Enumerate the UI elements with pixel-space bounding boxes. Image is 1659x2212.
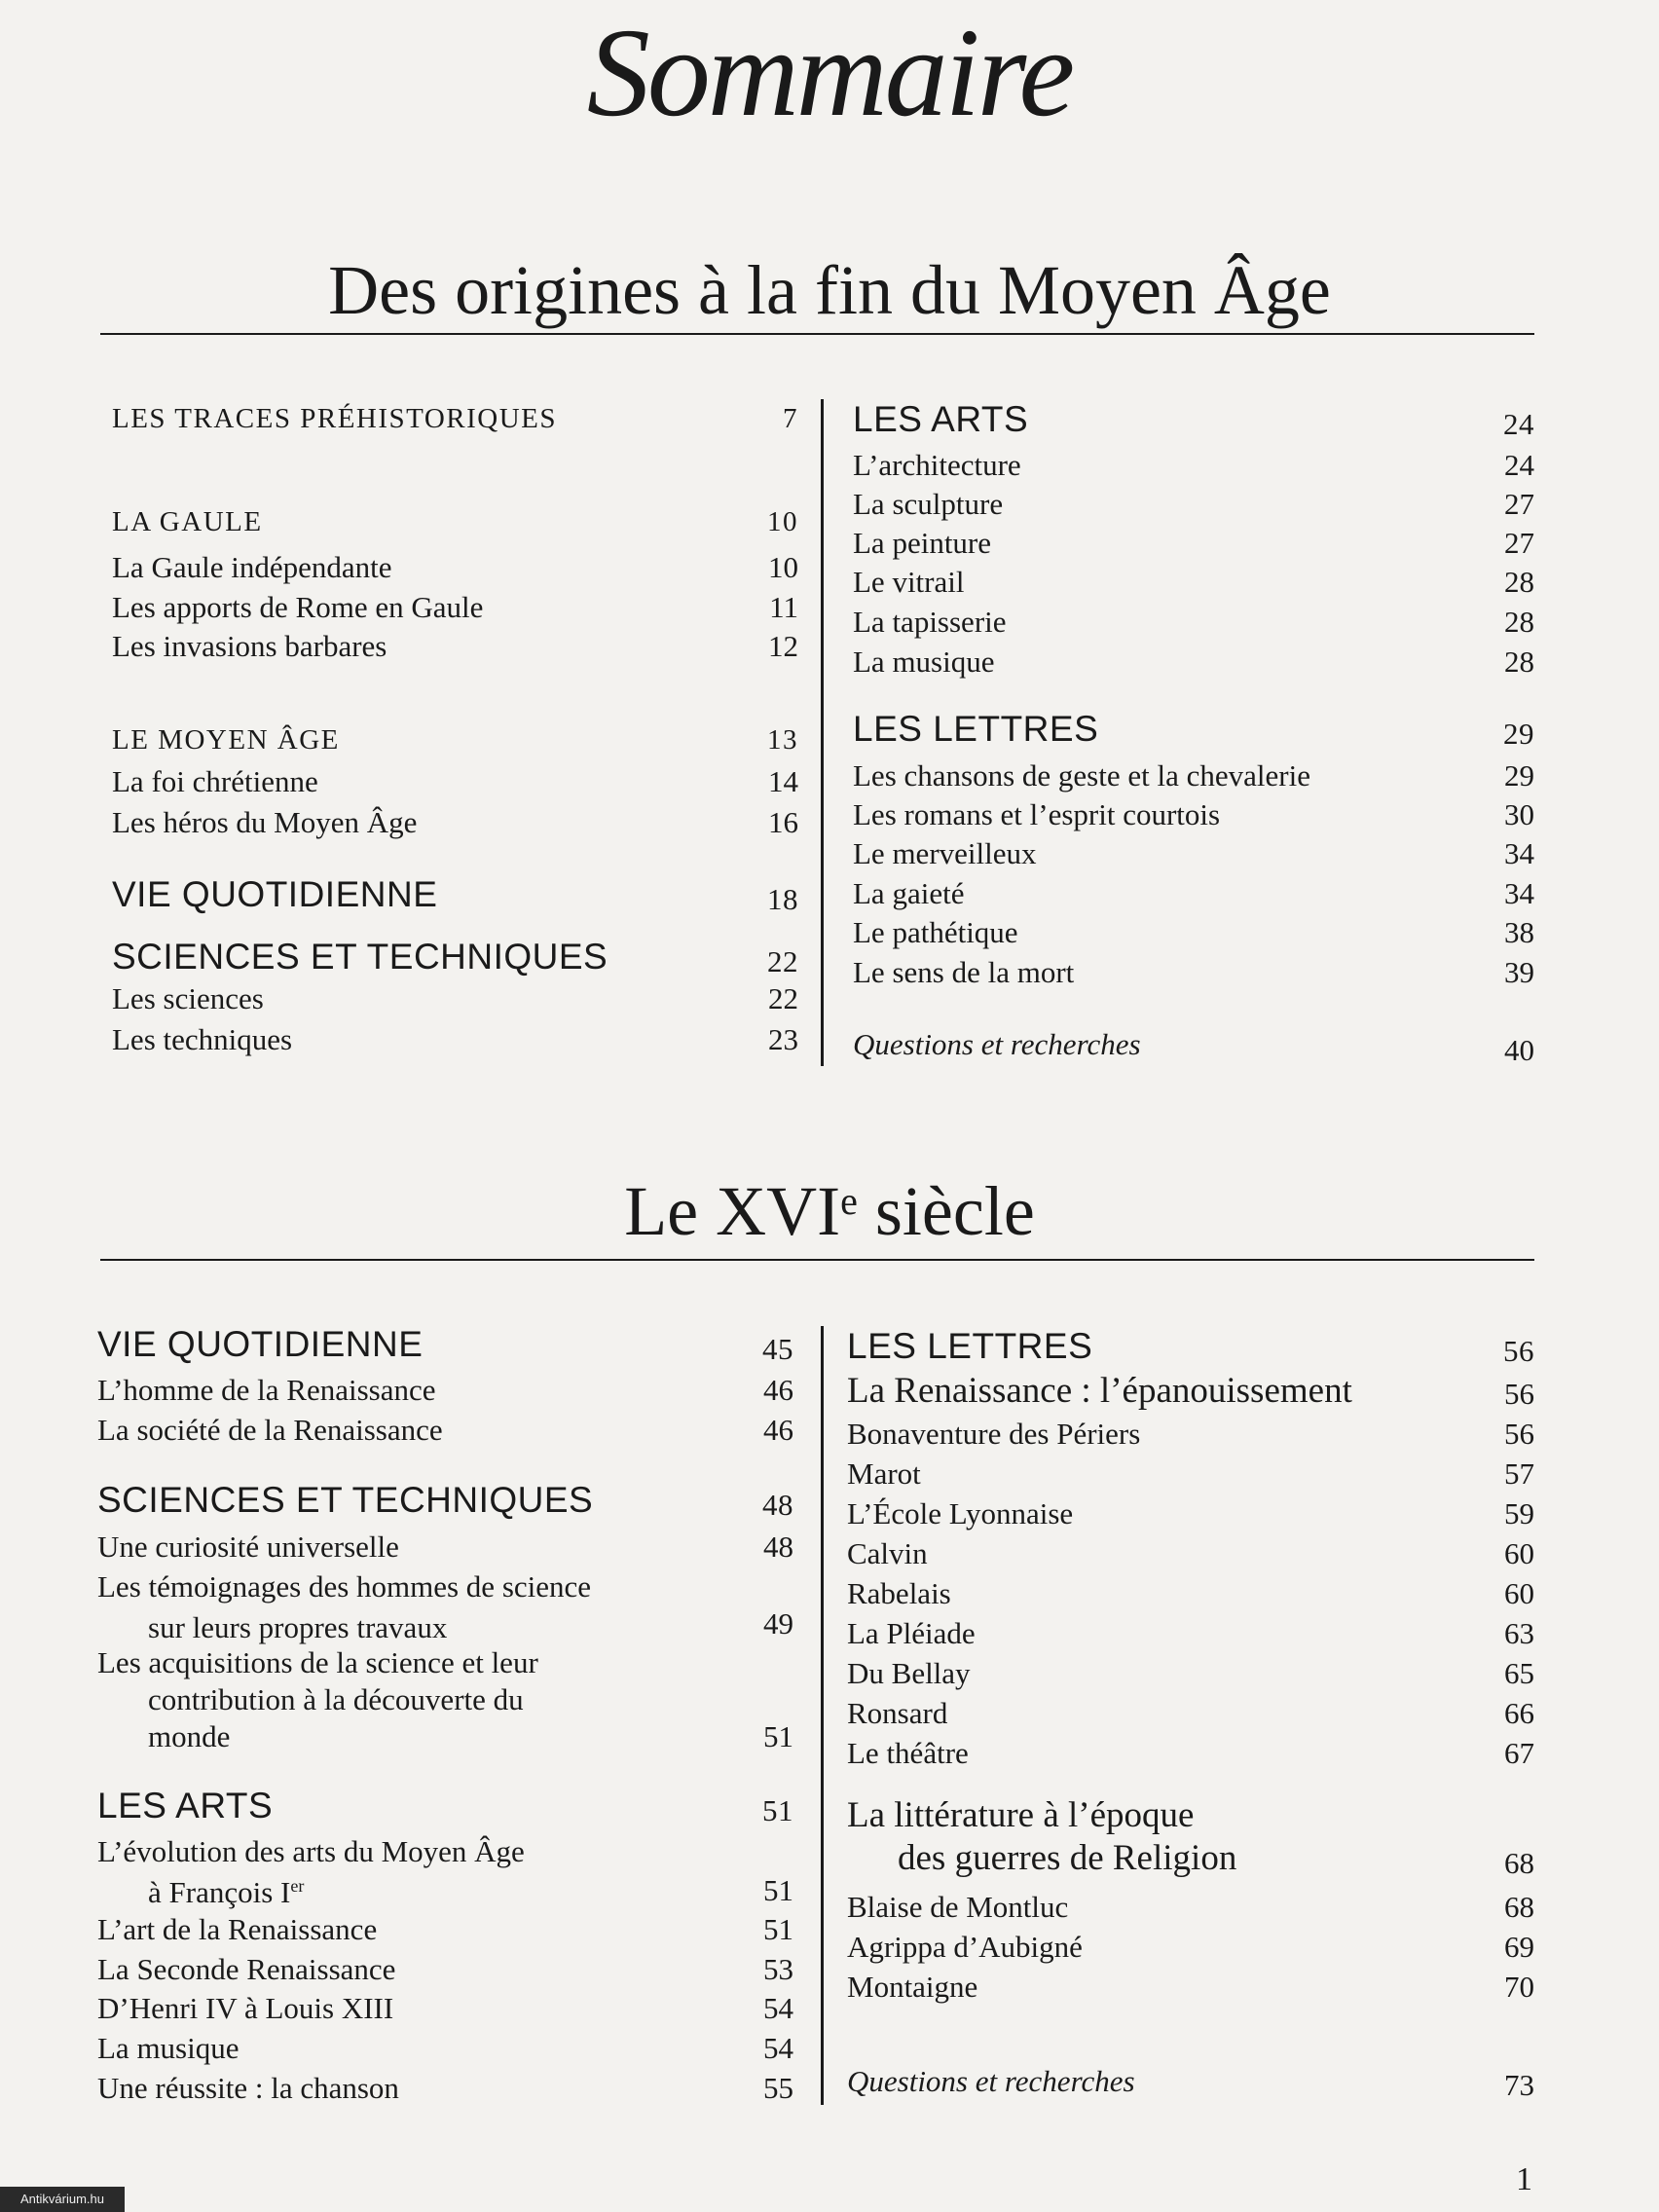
toc-entry[interactable]: LES ARTS 51: [97, 1786, 793, 1827]
toc-entry[interactable]: La Renaissance : l’épanouissement 56: [847, 1371, 1534, 1411]
toc-entry[interactable]: LES TRACES PRÉHISTORIQUES 7: [112, 403, 798, 434]
toc-entry[interactable]: Blaise de Montluc 68: [847, 1890, 1534, 1924]
toc-entry[interactable]: La foi chrétienne 14: [112, 764, 798, 798]
toc-entry[interactable]: Marot 57: [847, 1456, 1534, 1491]
toc-entry[interactable]: Les héros du Moyen Âge 16: [112, 805, 798, 839]
toc-entry[interactable]: La société de la Renaissance 46: [97, 1413, 793, 1447]
toc-entry[interactable]: Les apports de Rome en Gaule 11: [112, 590, 798, 624]
toc-entry[interactable]: Les chansons de geste et la chevalerie 29: [853, 758, 1534, 793]
toc-entry[interactable]: Les témoignages des hommes de science sur leurs propres travaux 49: [97, 1569, 793, 1644]
toc-entry[interactable]: Les acquisitions de la science et leur contribution à la découverte du monde 51: [97, 1645, 793, 1753]
toc-entry[interactable]: La musique 54: [97, 2031, 793, 2065]
toc-entry[interactable]: La littérature à l’époque des guerres de Religion 68: [847, 1795, 1534, 1880]
toc-entry[interactable]: L’École Lyonnaise 59: [847, 1496, 1534, 1530]
watermark-stamp: Antikvárium.hu: [0, 2187, 125, 2212]
toc-entry[interactable]: La gaieté 34: [853, 876, 1534, 910]
section-divider: [100, 333, 1534, 335]
toc-entry[interactable]: VIE QUOTIDIENNE 18: [112, 874, 798, 916]
page-number: 1: [1516, 2161, 1532, 2197]
toc-entry[interactable]: L’homme de la Renaissance 46: [97, 1373, 793, 1407]
toc-entry[interactable]: Une réussite : la chanson 55: [97, 2071, 793, 2105]
toc-entry[interactable]: Le pathétique 38: [853, 915, 1534, 949]
toc-entry[interactable]: LES LETTRES 29: [853, 709, 1534, 751]
page-title: Sommaire: [586, 3, 1073, 143]
toc-entry[interactable]: Les romans et l’esprit courtois 30: [853, 797, 1534, 831]
toc-entry[interactable]: Les techniques 23: [112, 1022, 798, 1056]
toc-entry[interactable]: Le sens de la mort 39: [853, 955, 1534, 989]
toc-entry[interactable]: Le théâtre 67: [847, 1736, 1534, 1770]
toc-entry[interactable]: La sculpture 27: [853, 487, 1534, 521]
toc-entry[interactable]: LE MOYEN ÂGE 13: [112, 724, 798, 756]
toc-entry[interactable]: SCIENCES ET TECHNIQUES 22: [112, 937, 798, 978]
toc-entry-questions[interactable]: Questions et recherches 40: [853, 1027, 1534, 1067]
toc-entry[interactable]: LES LETTRES 56: [847, 1326, 1534, 1368]
toc-entry[interactable]: La Gaule indépendante 10: [112, 550, 798, 584]
column-divider: [821, 1326, 824, 2105]
toc-entry[interactable]: Agrippa d’Aubigné 69: [847, 1930, 1534, 1964]
toc-entry[interactable]: Ronsard 66: [847, 1696, 1534, 1730]
toc-entry[interactable]: LA GAULE 10: [112, 506, 798, 537]
toc-entry[interactable]: Bonaventure des Périers 56: [847, 1417, 1534, 1451]
toc-entry[interactable]: Le merveilleux 34: [853, 836, 1534, 870]
toc-entry[interactable]: Rabelais 60: [847, 1576, 1534, 1610]
toc-entry[interactable]: Une curiosité universelle 48: [97, 1530, 793, 1564]
toc-entry[interactable]: La musique 28: [853, 645, 1534, 679]
toc-entry[interactable]: Le vitrail 28: [853, 565, 1534, 599]
toc-entry[interactable]: Calvin 60: [847, 1536, 1534, 1570]
section-title-medieval: Des origines à la fin du Moyen Âge: [328, 251, 1331, 329]
toc-entry[interactable]: Les sciences 22: [112, 981, 798, 1015]
toc-entry[interactable]: VIE QUOTIDIENNE 45: [97, 1324, 793, 1366]
toc-entry[interactable]: Montaigne 70: [847, 1970, 1534, 2004]
toc-entry[interactable]: Du Bellay 65: [847, 1656, 1534, 1690]
toc-entry[interactable]: LES ARTS 24: [853, 399, 1534, 441]
toc-entry[interactable]: Les invasions barbares 12: [112, 629, 798, 663]
column-divider: [821, 399, 824, 1066]
toc-entry[interactable]: SCIENCES ET TECHNIQUES 48: [97, 1480, 793, 1522]
toc-entry-questions[interactable]: Questions et recherches 73: [847, 2064, 1534, 2102]
toc-entry[interactable]: La peinture 27: [853, 526, 1534, 560]
toc-entry[interactable]: D’Henri IV à Louis XIII 54: [97, 1991, 793, 2025]
section-title-16th-century: Le XVIe siècle: [624, 1172, 1035, 1250]
toc-entry[interactable]: L’art de la Renaissance 51: [97, 1912, 793, 1946]
toc-entry[interactable]: L’architecture 24: [853, 448, 1534, 482]
section-divider: [100, 1259, 1534, 1261]
toc-entry[interactable]: La tapisserie 28: [853, 605, 1534, 639]
toc-entry[interactable]: L’évolution des arts du Moyen Âge à François Ier 51: [97, 1834, 793, 1909]
toc-entry[interactable]: La Seconde Renaissance 53: [97, 1952, 793, 1986]
toc-entry[interactable]: La Pléiade 63: [847, 1616, 1534, 1650]
